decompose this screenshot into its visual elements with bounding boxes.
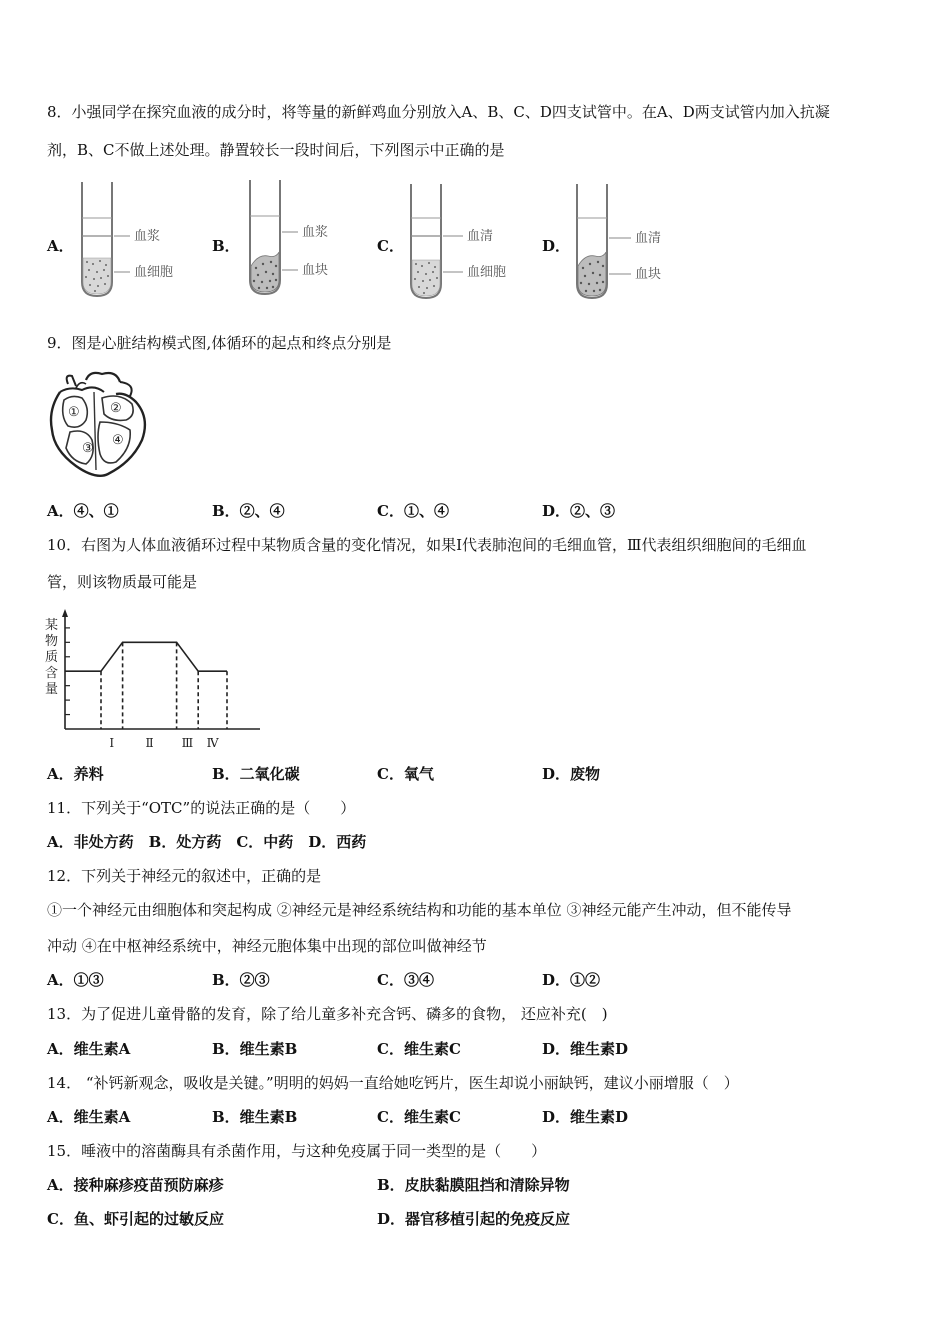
q8-tube-c-bottom-label: 血细胞: [467, 265, 507, 280]
q15-stem: 15．唾液中的溶菌酶具有杀菌作用，与这种免疫属于同一类型的是（ ）: [47, 1142, 547, 1160]
q10-option-d: D．废物: [542, 765, 601, 783]
chart-ylabel-char: 物: [45, 634, 59, 649]
q8-option-a-letter: A．: [47, 237, 74, 255]
q8-tube-c: [399, 180, 529, 305]
q8-option-b-letter: B．: [212, 237, 240, 255]
q15-option-b: B．皮肤黏膜阻挡和清除异物: [377, 1176, 570, 1194]
q9-stem: 9．图是心脏结构模式图,体循环的起点和终点分别是: [47, 334, 392, 352]
q13-option-d: D．维生素D: [542, 1040, 629, 1058]
chart-x-tick-labels: [109, 736, 219, 750]
q8-tube-b: [238, 176, 358, 301]
q13-option-c: C．维生素C: [377, 1040, 461, 1058]
heart-label-1: ①: [68, 405, 80, 420]
chart-ylabel-char: 量: [45, 682, 59, 697]
q13-option-b: B．维生素B: [212, 1040, 298, 1058]
q12-option-b: B．②③: [212, 971, 270, 989]
q12-option-d: D．①②: [542, 971, 601, 989]
q15-option-d: D．器官移植引起的免疫反应: [377, 1210, 571, 1228]
q14-option-a: A．维生素A: [47, 1108, 131, 1126]
q10-stem-line1: 10．右图为人体血液循环过程中某物质含量的变化情况，如果Ⅰ代表肺泡间的毛细血管，Ⅲ代表组织细胞间的毛细血: [47, 536, 807, 554]
q11-options: A．非处方药 B．处方药 C．中药 D．西药: [47, 833, 367, 851]
q8-tube-d-top-label: 血清: [635, 231, 662, 246]
q8-option-d-letter: D．: [542, 237, 571, 255]
q9-option-d: D．②、③: [542, 502, 616, 520]
q8-tube-d: [565, 180, 695, 305]
heart-label-2: ②: [110, 401, 122, 416]
chart-x-tick-label: Ⅰ: [109, 736, 115, 750]
q9-option-b: B．②、④: [212, 502, 285, 520]
q8-tube-d-bottom-label: 血块: [635, 267, 662, 282]
q14-option-d: D．维生素D: [542, 1108, 629, 1126]
chart-y-axis-arrow: [62, 609, 68, 617]
q13-option-a: A．维生素A: [47, 1040, 131, 1058]
q8-tube-a-top-label: 血浆: [134, 229, 161, 244]
chart-ylabel-char: 含: [45, 666, 59, 681]
q8-stem-line2: 剂，B、C不做上述处理。静置较长一段时间后，下列图示中正确的是: [47, 141, 505, 159]
q10-option-c: C．氧气: [377, 765, 434, 783]
q8-tube-a-bottom-label: 血细胞: [134, 265, 174, 280]
chart-series-line: [65, 642, 227, 671]
heart-label-3: ③: [82, 441, 94, 456]
q12-option-a: A．①③: [47, 971, 104, 989]
q14-stem: 14． “补钙新观念，吸收是关键。”明明的妈妈一直给她吃钙片，医生却说小丽缺钙，建议小丽增服（ ）: [47, 1074, 739, 1092]
q12-statements-line1: ①一个神经元由细胞体和突起构成 ②神经元是神经系统结构和功能的基本单位 ③神经元能产生冲动，但不能传导: [47, 901, 792, 919]
chart-x-tick-label: Ⅲ: [181, 736, 194, 750]
q15-option-c: C．鱼、虾引起的过敏反应: [47, 1210, 224, 1228]
q9-option-a: A．④、①: [47, 502, 119, 520]
chart-x-tick-label: Ⅳ: [206, 736, 219, 750]
q8-tube-a: [70, 178, 190, 303]
q12-stem: 12．下列关于神经元的叙述中，正确的是: [47, 867, 322, 885]
chart-ylabel-char: 质: [45, 650, 59, 665]
q12-option-c: C．③④: [377, 971, 434, 989]
q10-option-a: A．养料: [47, 765, 104, 783]
q8-tube-b-top-label: 血浆: [302, 225, 329, 240]
q12-statements-line2: 冲动 ④在中枢神经系统中，神经元胞体集中出现的部位叫做神经节: [47, 937, 487, 955]
q10-stem-line2: 管，则该物质最可能是: [47, 573, 198, 591]
q14-option-b: B．维生素B: [212, 1108, 298, 1126]
q9-heart-diagram: [46, 370, 156, 482]
chart-region-boundaries: [101, 642, 227, 729]
q11-stem: 11．下列关于“OTC”的说法正确的是（ ）: [47, 799, 356, 817]
q10-option-b: B．二氧化碳: [212, 765, 300, 783]
q8-option-c-letter: C．: [377, 237, 404, 255]
q14-option-c: C．维生素C: [377, 1108, 461, 1126]
chart-ylabel-char: 某: [45, 618, 59, 633]
q8-tube-b-bottom-label: 血块: [302, 263, 329, 278]
chart-x-tick-label: Ⅱ: [145, 736, 154, 750]
q8-stem-line1: 8．小强同学在探究血液的成分时，将等量的新鲜鸡血分别放入A、B、C、D四支试管中。在A、D两支试管内加入抗凝: [47, 103, 830, 121]
q13-stem: 13．为了促进儿童骨骼的发育，除了给儿童多补充含钙、磷多的食物， 还应补充( ): [47, 1005, 608, 1023]
q9-option-c: C．①、④: [377, 502, 449, 520]
chart-ylabel: [45, 618, 58, 697]
q8-tube-c-top-label: 血清: [467, 229, 494, 244]
heart-label-4: ④: [112, 433, 124, 448]
q15-option-a: A．接种麻疹疫苗预防麻疹: [47, 1176, 224, 1194]
q10-chart: [40, 605, 265, 755]
